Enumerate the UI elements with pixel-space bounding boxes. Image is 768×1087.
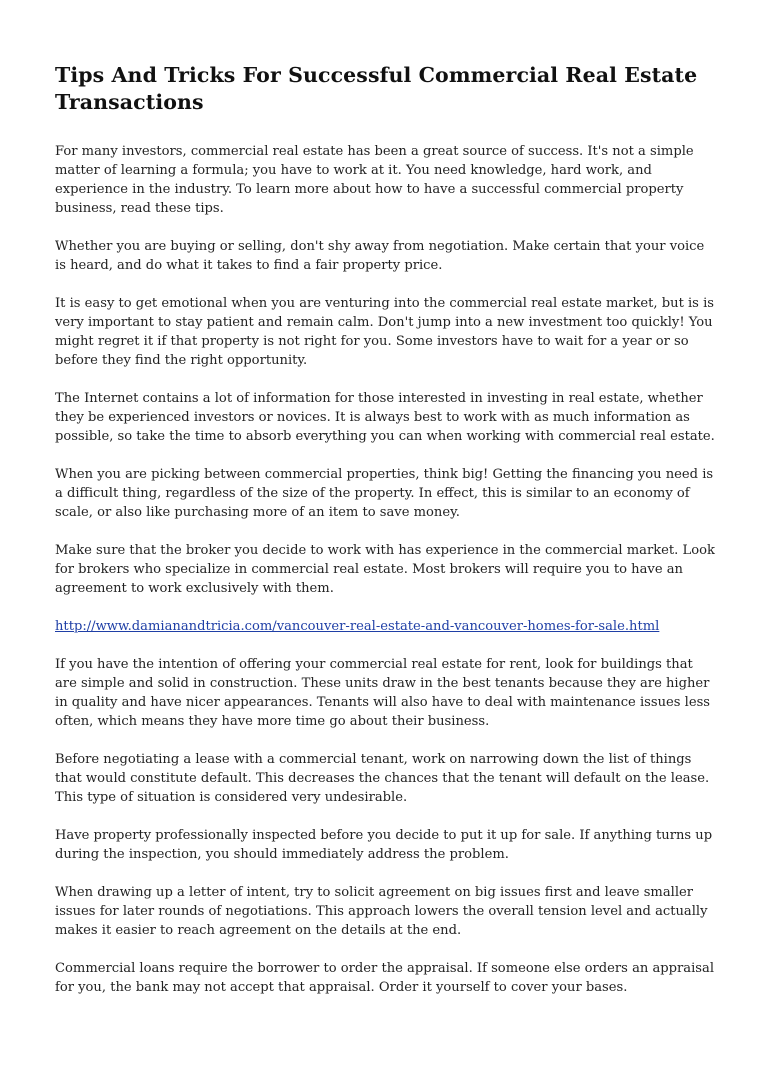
link-paragraph [55, 617, 715, 636]
paragraph: Whether you are buying or selling, don't shy away from negotiation. Make certain that your voice is heard, and do what it takes to find a fair property price. [55, 239, 705, 273]
page-title: Tips And Tricks For Successful Commercial Real Estate Transactions [55, 63, 698, 114]
paragraph: Make sure that the broker you decide to work with has experience in the commercial market. Look for brokers who specialize in commercial real estate. Most brokers will require you to have an agreement to work exclusively with them. [55, 543, 715, 596]
paragraph: It is easy to get emotional when you are venturing into the commercial real estate market, but is is very important to stay patient and remain calm. Don't jump into a new investment too quickly! You might regret it if that property is not right for you. Some investors have to wait for a year or so before they find the right opportunity. [55, 296, 714, 368]
paragraph: Commercial loans require the borrower to order the appraisal. If someone else orders an appraisal for you, the bank may not accept that appraisal. Order it yourself to cover your bases. [55, 961, 715, 995]
paragraph: When drawing up a letter of intent, try to solicit agreement on big issues first and leave smaller issues for later rounds of negotiations. This approach lowers the overall tension level and actually makes it easier to reach agreement on the details at the end. [55, 885, 708, 938]
paragraph: For many investors, commercial real estate has been a great source of success. It's not a simple matter of learning a formula; you have to work at it. You need knowledge, hard work, and experience in the industry. To learn more about how to have a successful commercial property business, read these tips. [55, 144, 694, 216]
document-page [55, 62, 715, 1016]
paragraph: If you have the intention of offering your commercial real estate for rent, look for buildings that are simple and solid in construction. These units draw in the best tenants because they are higher in quality and have nicer appearances. Tenants will also have to deal with maintenance issues less often, which means they have more time go about their business. [55, 657, 711, 729]
paragraph: The Internet contains a lot of information for those interested in investing in real estate, whether they be experienced investors or novices. It is always best to work with as much information as possible, so take the time to absorb everything you can when working with commercial real estate. [55, 391, 715, 444]
vancouver-homes-link[interactable]: http://www.damianandtricia.com/vancouver-real-estate-and-vancouver-homes-for-sale.html [55, 619, 660, 634]
paragraph: Have property professionally inspected before you decide to put it up for sale. If anything turns up during the inspection, you should immediately address the problem. [55, 828, 713, 862]
paragraph: When you are picking between commercial properties, think big! Getting the financing you need is a difficult thing, regardless of the size of the property. In effect, this is similar to an economy of scale, or also like purchasing more of an item to save money. [55, 467, 714, 520]
paragraph: Before negotiating a lease with a commercial tenant, work on narrowing down the list of things that would constitute default. This decreases the chances that the tenant will default on the lease. This type of situation is considered very undesirable. [55, 752, 710, 805]
